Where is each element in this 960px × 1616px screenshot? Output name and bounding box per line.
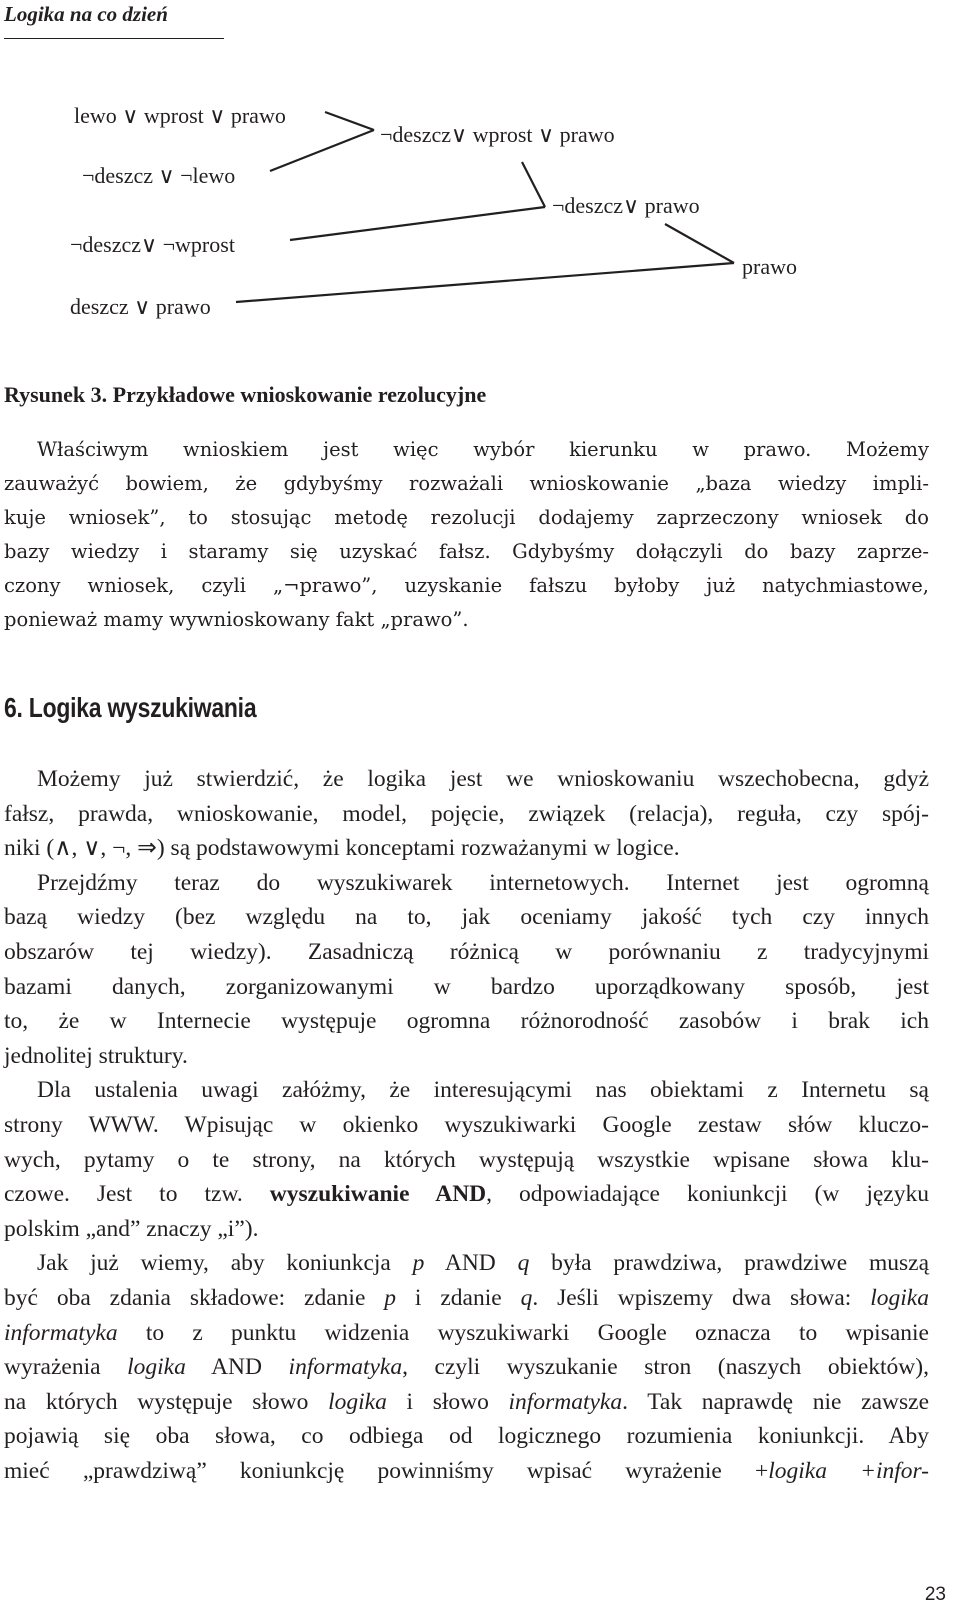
text-line: Dla ustalenia uwagi załóżmy, że interesującymi nas obiektami z Internetu są: [37, 1077, 929, 1104]
text-line: [4, 1385, 929, 1420]
text-line: [4, 1246, 929, 1281]
edge-resolvent2-resolvent3: [665, 224, 734, 263]
edge-clause4-resolvent3: [236, 263, 734, 302]
clause-3: ¬deszcz∨ ¬wprost: [70, 232, 235, 257]
text-run: czowe. Jest to tzw.: [4, 1181, 270, 1208]
text-line: bazą wiedzy (bez względu na to, jak oceniamy jakość tych czy innych: [4, 904, 929, 931]
resolution-diagram: [0, 90, 960, 340]
text-run: na których występuje słowo: [4, 1388, 329, 1415]
resolvent-2: ¬deszcz∨ prawo: [552, 193, 700, 218]
section-body: [4, 762, 929, 1488]
text-line: zauważyć bowiem, że gdybyśmy rozważali wnioskowanie „baza wiedzy impli-: [4, 472, 929, 495]
resolvent-1: ¬deszcz∨ wprost ∨ prawo: [380, 122, 615, 147]
text-line: jednolitej struktury.: [4, 1042, 188, 1069]
section-heading: 6. Logika wyszukiwania: [4, 692, 257, 723]
running-header: Logika na co dzień: [4, 2, 168, 26]
text-run: i słowo: [386, 1388, 509, 1415]
var-q: q: [520, 1284, 533, 1311]
term-logika-plus: logika +infor-: [768, 1457, 930, 1484]
text-run: być oba zdania składowe: zdanie: [4, 1284, 385, 1311]
var-p: p: [412, 1250, 425, 1277]
var-q: q: [517, 1250, 530, 1277]
edge-clause3-resolvent2: [290, 207, 545, 240]
text-line: Przejdźmy teraz do wyszukiwarek internetowych. Internet jest ogromną: [37, 869, 929, 896]
edge-resolvent1-resolvent2: [522, 162, 545, 207]
text-run: była prawdziwa, prawdziwe muszą: [529, 1250, 929, 1277]
term-informatyka: informatyka: [288, 1354, 403, 1381]
text-line: [4, 1281, 929, 1316]
text-line: fałsz, prawda, wnioskowanie, model, pojęcie, związek (relacja), reguła, czy spój-: [4, 800, 929, 827]
term-logika: logika: [870, 1284, 929, 1311]
text-line: [4, 1316, 929, 1351]
clause-1: lewo ∨ wprost ∨ prawo: [74, 103, 286, 128]
text-line: to, że w Internecie występuje ogromna różnorodność zasobów i brak ich: [4, 1008, 929, 1035]
header-rule: [4, 38, 224, 39]
text-run: to z punktu widzenia wyszukiwarki Google oznacza to wpisanie: [117, 1319, 929, 1346]
text-run: . Jeśli wpiszemy dwa słowa:: [532, 1284, 871, 1311]
edge-clause1-resolvent1: [325, 112, 374, 130]
clause-2: ¬deszcz ∨ ¬lewo: [82, 163, 236, 188]
text-run: Jak już wiemy, aby koniunkcja: [37, 1250, 413, 1277]
text-line: pojawią się oba słowa, co odbiega od logicznego rozumienia koniunkcji. Aby: [4, 1423, 929, 1450]
text-line: bazami danych, zorganizowanymi w bardzo uporządkowany sposób, jest: [4, 973, 929, 1000]
term-and-search: wyszukiwanie AND: [269, 1181, 487, 1208]
text-line: czony wniosek, czyli „¬prawo”, uzyskanie fałszu byłoby już natychmiastowe,: [4, 574, 929, 597]
text-line: Właściwym wnioskiem jest więc wybór kierunku w prawo. Możemy: [37, 438, 929, 461]
text-run: , odpowiadające koniunkcji (w języku: [486, 1181, 929, 1208]
page-number: 23: [924, 1584, 946, 1605]
text-run: i zdanie: [396, 1284, 521, 1311]
text-line: niki (∧, ∨, ¬, ⇒) są podstawowymi konceptami rozważanymi w logice.: [4, 835, 680, 862]
text-run: AND: [185, 1354, 289, 1381]
text-run: , czyli wyszukanie stron (naszych obiektów),: [402, 1354, 929, 1381]
text-line: bazy wiedzy i staramy się uzyskać fałsz. Gdybyśmy dołączyli do bazy zaprze-: [4, 540, 929, 563]
text-line: Możemy już stwierdzić, że logika jest we wnioskowaniu wszechobecna, gdyż: [37, 766, 929, 792]
text-line: obszarów tej wiedzy). Zasadniczą różnicą w porównaniu z tradycyjnymi: [4, 938, 929, 965]
text-line: [4, 1177, 929, 1212]
term-informatyka: informatyka: [4, 1319, 118, 1346]
text-line: polskim „and” znaczy „i”).: [4, 1215, 259, 1242]
text-line: strony WWW. Wpisując w okienko wyszukiwarki Google zestaw słów kluczo-: [4, 1111, 929, 1138]
figure-caption: Rysunek 3. Przykładowe wnioskowanie rezolucyjne: [4, 382, 487, 407]
text-line: [4, 1350, 929, 1385]
text-line: kuje wniosek”, to stosując metodę rezolucji dodajemy zaprzeczony wniosek do: [4, 506, 929, 529]
text-line: [4, 1454, 929, 1489]
text-run: wyrażenia: [4, 1354, 128, 1381]
paragraph-conclusion: [4, 433, 929, 637]
text-run: AND: [424, 1250, 518, 1277]
text-line: wych, pytamy o te strony, na których występują wszystkie wpisane słowa klu-: [4, 1146, 929, 1173]
text-run: mieć „prawdziwą” koniunkcję powinniśmy wpisać wyrażenie +: [4, 1457, 769, 1484]
resolvent-3: prawo: [742, 254, 797, 279]
term-informatyka: informatyka: [508, 1388, 623, 1415]
text-line: ponieważ mamy wywnioskowany fakt „prawo”.: [4, 608, 469, 631]
var-p: p: [384, 1284, 397, 1311]
text-run: . Tak naprawdę nie zawsze: [622, 1388, 929, 1415]
edge-clause2-resolvent1: [270, 130, 374, 171]
term-logika: logika: [127, 1354, 186, 1381]
term-logika: logika: [328, 1388, 387, 1415]
clause-4: deszcz ∨ prawo: [70, 294, 211, 319]
